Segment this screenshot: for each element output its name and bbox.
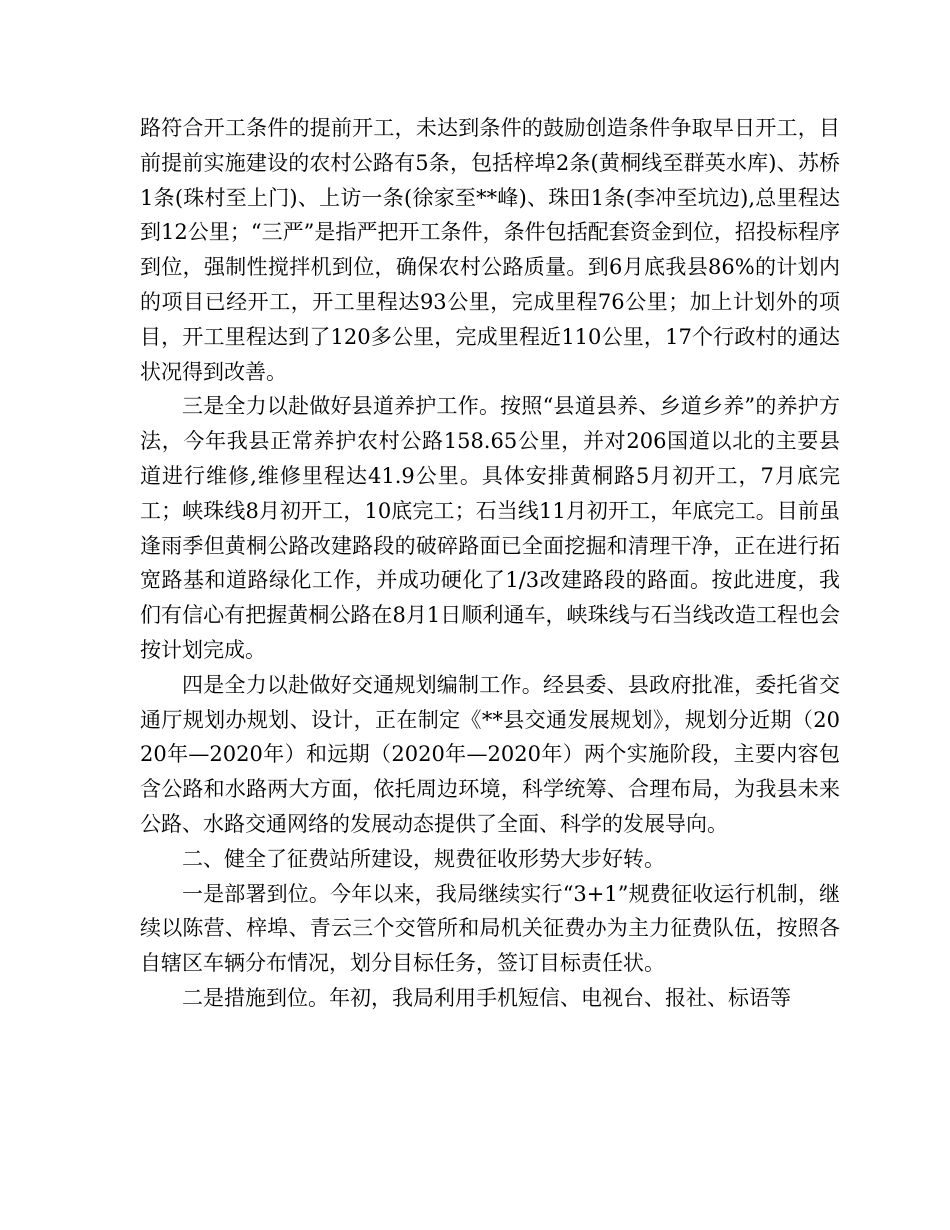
paragraph-transport-planning: 四是全力以赴做好交通规划编制工作。经县委、县政府批准，委托省交通厅规划办规划、设计，正在制定《**县交通发展规划》，规划分近期（2020年—2020年）和远期（2020年—2020年）两个实施阶段，主要内容包含公路和水路两大方面，依托周边环境，科学统筹、合理布局，为我县未来公路、水路交通网络的发展动态提供了全面、科学的发展导向。 [140,672,840,836]
paragraph-measures: 二是措施到位。年初，我局利用手机短信、电视台、报社、标语等 [182,985,791,1010]
paragraph-rural-road-construction: 路符合开工条件的提前开工，未达到条件的鼓励创造条件争取早日开工，目前提前实施建设的农村公路有5条，包括梓埠2条(黄桐线至群英水库)、苏桥1条(珠村至上门)、上访一条(徐家至**峰)、珠田1条(李冲至坑边),总里程达到12公里；“三严”是指严把开工条件，条件包括配套资金到位，招投标程序到位，强制性搅拌机到位，确保农村公路质量。到6月底我县86%的计划内的项目已经开工，开工里程达93公里，完成里程76公里；加上计划外的项目，开工里程达到了120多公里，完成里程近110公里，17个行政村的通达状况得到改善。 [140,116,840,384]
paragraph-county-road-maintenance: 三是全力以赴做好县道养护工作。按照“县道县养、乡道乡养”的养护方法，今年我县正常养护农村公路158.65公里，并对206国道以北的主要县道进行维修,维修里程达41.9公里。具体安排黄桐路5月初开工，7月底完工；峡珠线8月初开工，10底完工；石当线11月初开工，年底完工。目前虽逢雨季但黄桐公路改建路段的破碎路面已全面挖掘和清理干净，正在进行拓宽路基和道路绿化工作，并成功硬化了1/3改建路段的路面。按此进度，我们有信心有把握黄桐公路在8月1日顺利通车，峡珠线与石当线改造工程也会按计划完成。 [140,394,840,662]
paragraph-deployment: 一是部署到位。今年以来，我局继续实行“3+1”规费征收运行机制，继续以陈营、梓埠、青云三个交管所和局机关征费办为主力征费队伍，按照各自辖区车辆分布情况，划分目标任务，签订目标责任状。 [140,881,840,976]
section-heading-fee-collection: 二、健全了征费站所建设，规费征收形势大步好转。 [182,846,665,871]
document-body [140,111,840,1016]
